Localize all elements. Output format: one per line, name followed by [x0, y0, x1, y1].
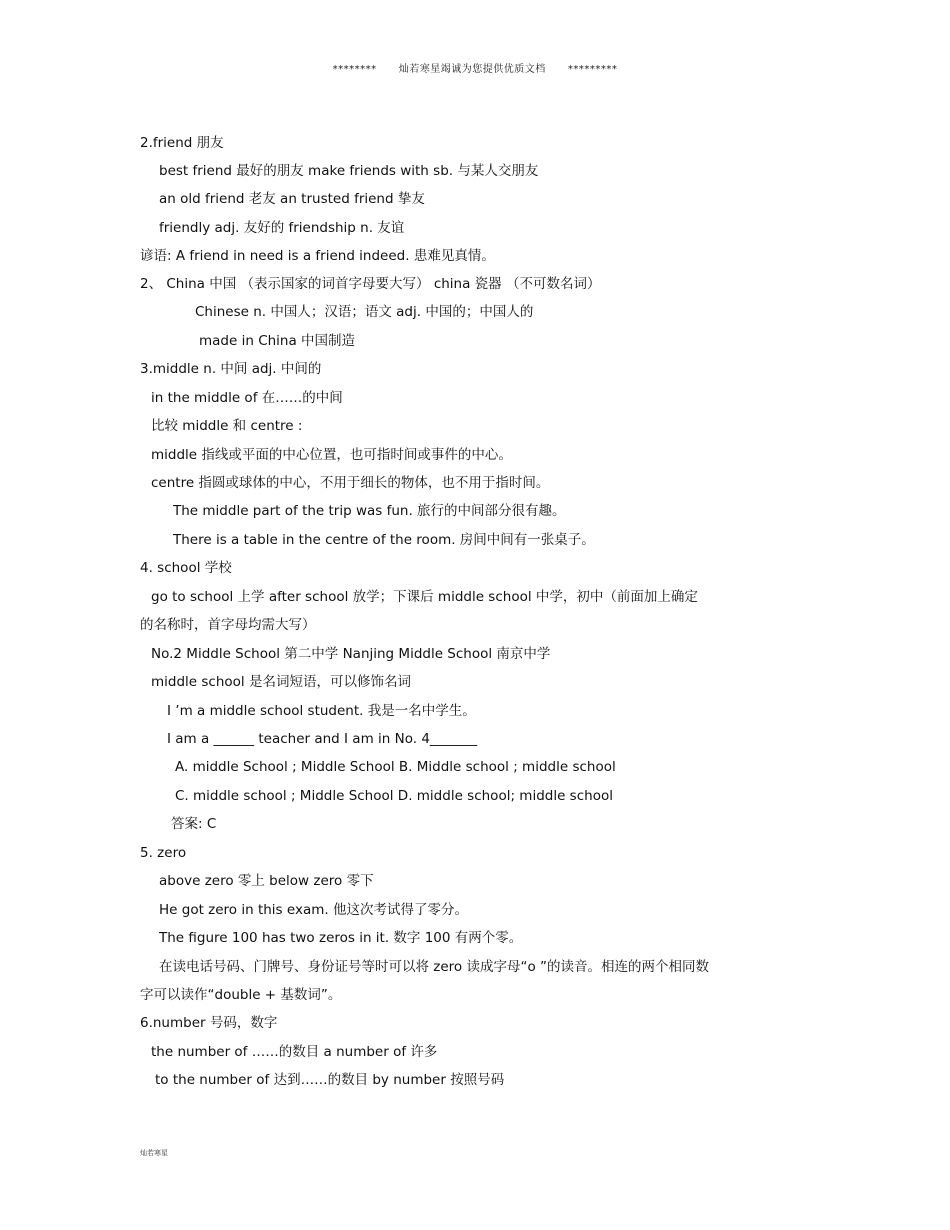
text-line: an old friend 老友 an trusted friend 挚友 — [159, 191, 425, 207]
text-line: made in China 中国制造 — [199, 333, 356, 349]
text-line: friendly adj. 友好的 friendship n. 友谊 — [159, 220, 405, 236]
text-line: 在读电话号码、门牌号、身份证号等时可以将 zero 读成字母“o ”的读音。相连的两个相同数 — [159, 959, 710, 975]
text-line: No.2 Middle School 第二中学 Nanjing Middle School 南京中学 — [151, 646, 551, 662]
text-line: middle school 是名词短语，可以修饰名词 — [151, 674, 411, 690]
text-line: The figure 100 has two zeros in it. 数字 100 有两个零。 — [159, 930, 523, 946]
text-line: above zero 零上 below zero 零下 — [159, 873, 374, 889]
text-line: 3.middle n. 中间 adj. 中间的 — [140, 361, 322, 377]
text-line: middle 指线或平面的中心位置，也可指时间或事件的中心。 — [151, 447, 512, 463]
text-line: The middle part of the trip was fun. 旅行的中间部分很有趣。 — [173, 503, 566, 519]
text-line: 4. school 学校 — [140, 560, 232, 576]
text-line: to the number of 达到……的数目 by number 按照号码 — [155, 1072, 505, 1088]
text-line: 2、 China 中国 （表示国家的词首字母要大写） china 瓷器 （不可数名词） — [140, 276, 601, 292]
text-line: C. middle school ; Middle School D. middle school; middle school — [175, 788, 613, 804]
text-line: 谚语: A friend in need is a friend indeed. 患难见真情。 — [140, 248, 495, 264]
text-line: Chinese n. 中国人；汉语；语文 adj. 中国的；中国人的 — [195, 304, 534, 320]
text-line: centre 指圆或球体的中心，不用于细长的物体，也不用于指时间。 — [151, 475, 550, 491]
page-header: ******** 灿若寒星竭诚为您提供优质文档 ********* — [332, 64, 618, 75]
text-line: go to school 上学 after school 放学；下课后 middle school 中学，初中（前面加上确定 — [151, 589, 698, 605]
text-line: I am a ______ teacher and I am in No. 4_______ — [167, 731, 478, 747]
text-line: A. middle School ; Middle School B. Middle school ; middle school — [175, 759, 616, 775]
text-line: 2.friend 朋友 — [140, 135, 224, 151]
text-line: the number of ……的数目 a number of 许多 — [151, 1044, 438, 1060]
text-line: There is a table in the centre of the room. 房间中间有一张桌子。 — [173, 532, 595, 548]
page-footer: 灿若寒星 — [140, 1149, 168, 1157]
text-line: 比较 middle 和 centre : — [151, 418, 303, 434]
text-line: 字可以读作“double + 基数词”。 — [140, 987, 342, 1003]
text-line: 6.number 号码，数字 — [140, 1015, 278, 1031]
text-line: 答案: C — [171, 816, 217, 832]
text-line: in the middle of 在……的中间 — [151, 390, 343, 406]
text-line: He got zero in this exam. 他这次考试得了零分。 — [159, 902, 468, 918]
text-line: I ’m a middle school student. 我是一名中学生。 — [167, 703, 476, 719]
text-line: 的名称时，首字母均需大写） — [140, 617, 316, 633]
text-line: best friend 最好的朋友 make friends with sb. 与某人交朋友 — [159, 163, 539, 179]
text-line: 5. zero — [140, 845, 187, 861]
